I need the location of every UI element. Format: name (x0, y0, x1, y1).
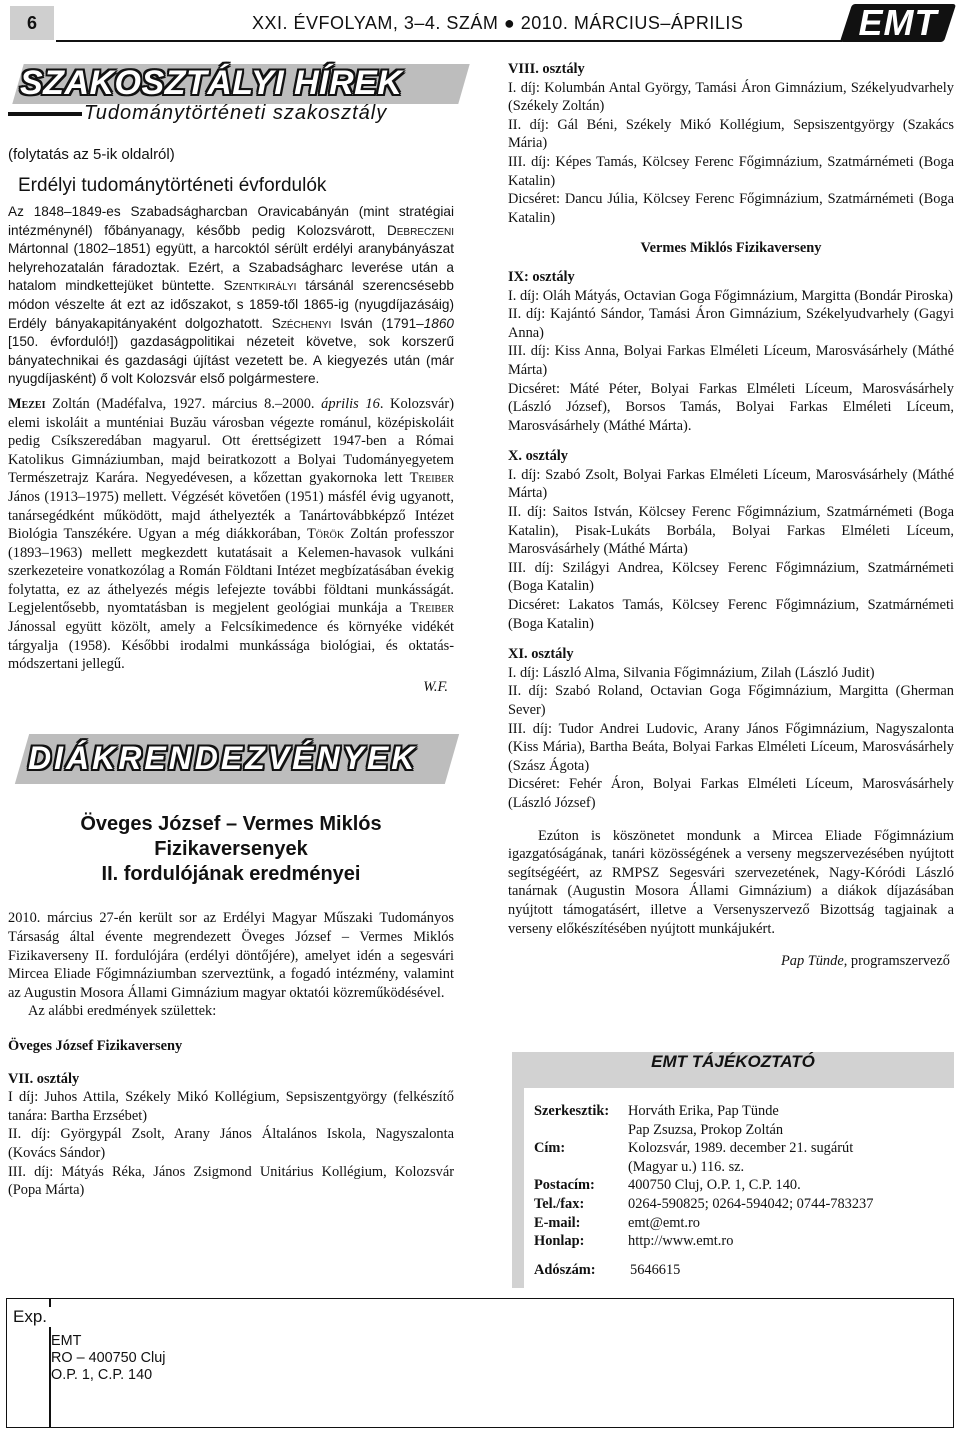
grade-9-commendation: Dicséret: Máté Péter, Bolyai Farkas Elméleti Líceum, Marosvásárhely (László József), Borsos Tamás, Bolyai Farkas Elméleti Líceum, Marosvásárhely (Máthé Márta). (508, 380, 954, 434)
banner-title: SZAKOSZTÁLYI HÍREK (20, 64, 403, 102)
sender-label: Exp. (13, 1307, 51, 1327)
closing-signature: Pap Tünde, programszervező (780, 953, 950, 970)
article-paragraph-1: Az 1848–1849-es Szabadságharcban Oravicabányán (mint stratégiai intézménynél) főbányanagy, később pedig Kolozsvárott, Debreczeni Mártonnal (1802–1851) együtt, a harcoktól sérült erdélyi aranybányászat helyrehozatalán fáradoztak. Ezért, a Szabadságharc leverése után a hatalom mindkettejüket büntette. Szentkirályi társánál szerencsésebb módon vészelte át ezt az időszakot, s 1859-től 1865-ig (nyugdíjazásáig) Erdély bányakapitányaként dolgozhatott. Széchenyi Isván (1791–1860 [150. évforduló!]) gazdaságpolitikai nézeteit követve, sok korszerű bányatechnikai és gazdasági újítást vezetett be. A kiegyezés után (már nyugdíjasként) ő volt Kolozsvár első polgármestere. (8, 204, 454, 387)
continuation-note: (folytatás az 5-ik oldalról) (8, 146, 175, 163)
issue-line: XXI. ÉVFOLYAM, 3–4. SZÁM ● 2010. MÁRCIUS–ÁPRILIS (252, 13, 744, 33)
info-label: Tel./fax: (534, 1195, 585, 1212)
info-label: Honlap: (534, 1233, 585, 1250)
grade-8-result: I. díj: Kolumbán Antal György, Tamási Áron Gimnázium, Székelyudvarhely (Székely Zoltán) (508, 79, 954, 115)
info-label: Adószám: (534, 1261, 596, 1278)
grade-8-result: III. díj: Képes Tamás, Kölcsey Ferenc Főgimnázium, Szatmárnémeti (Boga Katalin) (508, 153, 954, 189)
grade-11-result: III. díj: Tudor Andrei Ludovic, Arany János Főgimnázium, Nagyszalonta (Kiss Mária), Bartha Beáta, Bolyai Farkas Elméleti Líceum, Marosvásárhely (Szász Ágota) (508, 720, 954, 774)
info-label: Cím: (534, 1140, 566, 1157)
grade-9-result: II. díj: Kajántó Sándor, Tamási Áron Gimnázium, Székelyudvarhely (Gagyi Anna) (508, 306, 954, 341)
emt-logo: EMT (846, 4, 950, 42)
emt-info-box (512, 1052, 954, 1288)
article-paragraph-2: Mezei Zoltán (Madéfalva, 1927. március 8.–2000. április 16. Kolozsvár) elemi iskoláit a munténiai Buzău városban végezte románul, középiskoláit pedig Csíkszeredában magyarul. Ott érettségizett 1947-ben a Római Katolikus Gimnáziumban, majd beiratkozott a Bolyai Tudományegyetem Természetrajz Karára. Negyedévesen, a kőzettan gyakornoka lett Treiber János (1913–1975) mellett. Végzését követően (1951) másfél évig ugyanott, tanársegédként működött, majd áthelyezték a Tanártovábbképző Intézet Biológia Tanszékére. Ugyan a még diákkorában, Török Zoltán professzor (1893–1963) mellett megkezdett kutatásait a Kelemen-havasok vulkáni szerkezeteire vonatkozólag a Román Földtani Intézet megbízatásában évekig folytatta, ez az áthelyezés mégis lefejezte további földtani munkásságát. Legjelentősebb, nyomtatásban is megjelent geológiai munkája a Treiber Jánossal együtt közölt, amely a Felcsíkimedence és környéke vidékét tárgyalja (1958). Későbbi irodalmi munkássága biológiai, és oktatás-módszertani jellegű. (8, 395, 455, 673)
left-column (8, 60, 454, 1200)
email-link[interactable]: emt@emt.ro (628, 1214, 700, 1231)
grade-10-result: III. díj: Szilágyi Andrea, Kölcsey Ferenc Főgimnázium, Szatmárnémeti (Boga Katalin) (508, 559, 954, 595)
section-banner (8, 60, 454, 134)
grade-7-result: II. díj: Györgypál Zsolt, Arany János Általános Iskola, Nagyszalonta (Kovács Sándor) (8, 1126, 454, 1161)
info-label: E-mail: (534, 1214, 581, 1231)
header-rule (56, 40, 842, 42)
grade-9-result: I. díj: Oláh Mátyás, Octavian Goga Főgimnázium, Margitta (Bondár Piroska) (508, 287, 953, 304)
competition-title: Öveges József – Vermes Miklós Fizikaversenyek II. fordulójának eredményei (80, 813, 382, 886)
banner-subtitle: Tudománytörténeti szakosztály (84, 102, 388, 124)
article-heading: Erdélyi tudománytörténeti évfordulók (18, 175, 327, 196)
grade-10-result: I. díj: Szabó Zsolt, Bolyai Farkas Elméleti Líceum, Marosvásárhely (Máthé Márta) (508, 466, 954, 502)
grade-10-result: II. díj: Saitos István, Kölcsey Ferenc Főgimnázium, Szatmárnémeti (Boga Katalin), Pisak-Lukáts Borbála, Bolyai Farkas Elméleti Líceum, Marosvásárhely (Máthé Márta) (508, 504, 954, 558)
article-signature: W.F. (423, 678, 448, 695)
grade-10-commendation: Dicséret: Lakatos Tamás, Kölcsey Ferenc Főgimnázium, Szatmárnémeti (Boga Katalin) (508, 597, 954, 632)
diak-banner (8, 734, 454, 786)
competition-intro: 2010. március 27-én került sor az Erdélyi Magyar Műszaki Tudományos Társaság által évente megrendezett Öveges József – Vermes Miklós Fizikaverseny II. fordulójára (erdélyi döntőjére), amelyet idén a segesvári Mircea Eliade Főgimnáziumban szerveztünk, a fogadó intézmény, valamint az Augustin Mosora Állami Gimnázium magyar oktatói közreműködésével. (8, 910, 454, 1001)
info-table (534, 1102, 873, 1279)
info-value: 400750 Cluj, O.P. 1, C.P. 140. (628, 1177, 801, 1194)
grade-11-result: I. díj: László Alma, Silvania Főgimnázium, Zilah (László Judit) (508, 664, 875, 681)
info-value: (Magyar u.) 116. sz. (628, 1158, 745, 1175)
grade-11-commendation: Dicséret: Fehér Áron, Bolyai Farkas Elméleti Líceum, Marosvásárhely (László József) (508, 776, 954, 811)
acknowledgement: Ezúton is köszönetet mondunk a Mircea Eliade Főgimnázium igazgatóságának, tanári közösségének a verseny megszervezésében nyújtott segítségéért, az RMPSZ Segesvári szervezetének, Nagy-Kóródi László tanárnak (Augustin Mosora Állami Gimnázium) a diákok díjazásában nyújtott támogatásért, illetve a Versenyszervező Bizottság tagjainak a verseny előkészítésében nyújtott munkájukért. (508, 827, 954, 937)
grade-9-result: III. díj: Kiss Anna, Bolyai Farkas Elméleti Líceum, Marosvásárhely (Máthé Márta) (508, 343, 954, 378)
grade-11-heading: XI. osztály (508, 646, 574, 663)
sender-address: EMT RO – 400750 Cluj O.P. 1, C.P. 140 (51, 1333, 166, 1383)
grade-10-heading: X. osztály (508, 448, 568, 465)
info-value: Kolozsvár, 1989. december 21. sugárút (628, 1140, 854, 1157)
info-label: Postacím: (534, 1177, 595, 1194)
sender-box (6, 1298, 954, 1428)
grade-7-result: III. díj: Mátyás Réka, János Zsigmond Unitárius Kollégium, Kolozsvár (Popa Márta) (8, 1163, 454, 1199)
right-column (508, 60, 954, 971)
website-link[interactable]: http://www.emt.ro (628, 1233, 734, 1250)
vermes-heading: Vermes Miklós Fizikaverseny (640, 240, 822, 257)
grade-9-heading: IX: osztály (508, 268, 575, 285)
grade-7-heading: VII. osztály (8, 1070, 80, 1087)
results-intro: Az alábbi eredmények születtek: (28, 1003, 217, 1020)
grade-11-result: II. díj: Szabó Roland, Octavian Goga Főgimnázium, Margitta (Gherman Sever) (508, 683, 954, 718)
info-value: Pap Zsuzsa, Prokop Zoltán (628, 1121, 784, 1138)
grade-8-commendation: Dicséret: Dancu Júlia, Kölcsey Ferenc Főgimnázium, Szatmárnémeti (Boga Katalin) (508, 191, 954, 226)
page-header (0, 0, 960, 52)
info-value: 0264-590825; 0264-594042; 0744-783237 (628, 1195, 874, 1212)
page-number: 6 (10, 6, 54, 40)
oveges-heading: Öveges József Fizikaverseny (8, 1038, 183, 1054)
info-value: Horváth Erika, Pap Tünde (628, 1103, 779, 1119)
grade-8-result: II. díj: Gál Béni, Székely Mikó Kollégium, Sepsiszentgyörgy (Szakács Mária) (508, 116, 954, 152)
diak-banner-title: DIÁKRENDEZVÉNYEK (28, 740, 418, 777)
info-title: EMT TÁJÉKOZTATÓ (651, 1052, 815, 1071)
info-label: Szerkesztik: (534, 1103, 610, 1119)
info-value: 5646615 (630, 1261, 681, 1278)
grade-7-result: I díj: Juhos Attila, Székely Mikó Kollégium, Sepsiszentgyörgy (felkészítő tanára: Bartha Erzsébet) (8, 1089, 454, 1124)
grade-8-heading: VIII. osztály (508, 61, 585, 77)
